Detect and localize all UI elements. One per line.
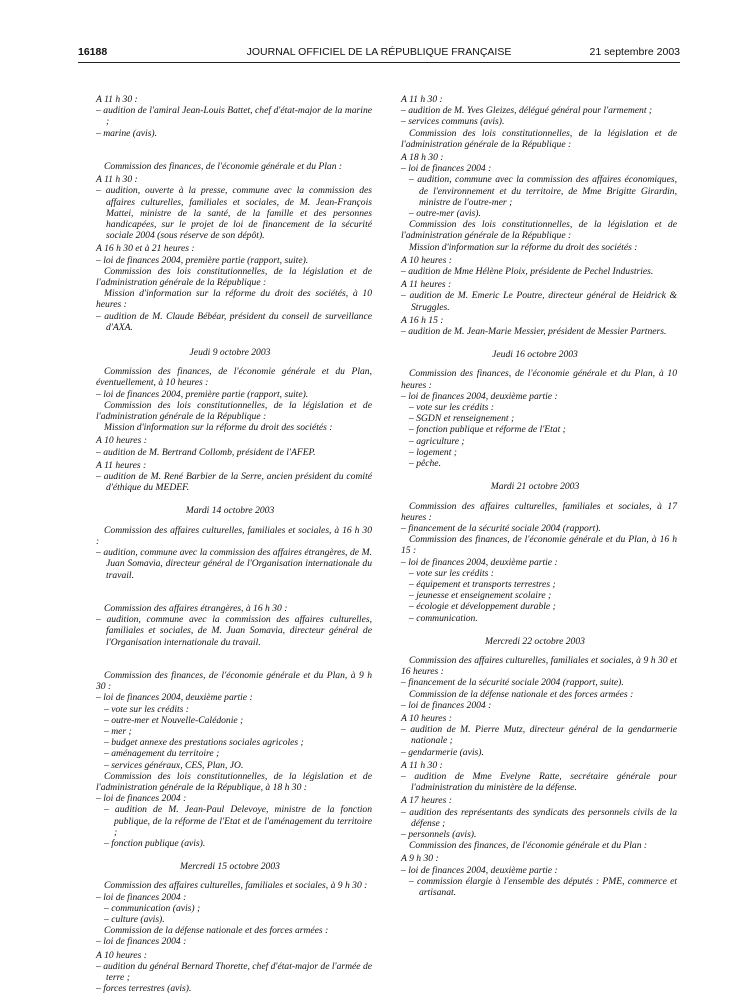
time-heading: A 10 heures : xyxy=(401,712,452,724)
time-heading: A 11 h 30 : xyxy=(96,174,138,186)
agenda-item: – vote sur les crédits : xyxy=(104,703,189,715)
agenda-item: – audition de Mme Hélène Ploix, présidente de Pechel Industries. xyxy=(401,266,654,278)
agenda-item: – audition de M. René Barbier de la Serre, ancien président du comité d'éthique du MEDEF. xyxy=(96,471,372,494)
time-heading: A 18 h 30 : xyxy=(401,152,444,164)
page-number: 16188 xyxy=(78,46,108,58)
left-column xyxy=(88,92,372,994)
commission-heading: Mission d'information sur la réforme du droit des sociétés, à 10 heures : xyxy=(96,288,372,311)
agenda-item: – loi de finances 2004, deuxième partie : xyxy=(401,864,558,876)
agenda-item: – services communs (avis). xyxy=(401,116,505,128)
time-heading: A 11 h 30 : xyxy=(96,94,138,105)
time-heading: A 17 heures : xyxy=(401,795,452,807)
commission-heading: Commission de la défense nationale et des forces armées : xyxy=(104,925,329,937)
agenda-item: – loi de finances 2004, première partie (rapport, suite). xyxy=(96,388,309,400)
agenda-item: – loi de finances 2004 : xyxy=(96,936,187,948)
agenda-item: – audition de l'amiral Jean-Louis Battet, chef d'état-major de la marine ; xyxy=(96,105,372,128)
agenda-item: – loi de finances 2004, deuxième partie : xyxy=(401,556,558,568)
agenda-item: – loi de finances 2004 : xyxy=(401,163,492,175)
agenda-item: – communication. xyxy=(409,612,478,624)
agenda-item: – audition de M. Pierre Mutz, directeur général de la gendarmerie nationale ; xyxy=(401,724,677,747)
agenda-item: – outre-mer et Nouvelle-Calédonie ; xyxy=(104,714,244,726)
agenda-item: – vote sur les crédits : xyxy=(409,567,494,579)
agenda-item: – loi de finances 2004 : xyxy=(96,891,187,903)
agenda-item: – culture (avis). xyxy=(104,913,165,925)
agenda-item: – commission élargie à l'ensemble des députés : PME, commerce et artisanat. xyxy=(409,875,677,898)
agenda-item: – audition de M. Jean-Paul Delevoye, ministre de la fonction publique, de la réforme de l'Etat et de l'aménagement du territoire ; xyxy=(104,804,372,838)
agenda-item: – audition, commune avec la commission des affaires culturelles, familiales et sociales, de M. Juan Somavia, directeur général de l'Organisation internationale du travail. xyxy=(96,614,372,648)
commission-heading: Commission des finances, de l'économie générale et du Plan, à 10 heures : xyxy=(401,368,677,391)
agenda-item: – audition des représentants des syndicats des personnels civils de la défense ; xyxy=(401,806,677,829)
commission-heading: Commission des lois constitutionnelles, de la législation et de l'administration générale de la République, à 18 h 30 : xyxy=(96,770,372,793)
agenda-item: – audition de M. Bertrand Collomb, président de l'AFEP. xyxy=(96,446,316,458)
agenda-item: – audition, commune avec la commission des affaires économiques, de l'environnement et du territoire, de Mme Brigitte Girardin, ministre de l'outre-mer ; xyxy=(409,174,677,208)
commission-heading: Commission des finances, de l'économie générale et du Plan : xyxy=(104,161,343,172)
time-heading: A 10 heures : xyxy=(96,435,147,447)
spacer xyxy=(88,657,372,660)
agenda-item: – audition de M. Claude Bébéar, président du conseil de surveillance d'AXA. xyxy=(96,310,372,333)
agenda-item: – audition du général Bernard Thorette, chef d'état-major de l'armée de terre ; xyxy=(96,960,372,983)
time-heading: A 10 heures : xyxy=(401,254,452,266)
agenda-item: – financement de la sécurité sociale 2004 (rapport, suite). xyxy=(401,677,624,689)
day-heading: Mardi 14 octobre 2003 xyxy=(185,505,275,517)
journal-title: JOURNAL OFFICIEL DE LA RÉPUBLIQUE FRANÇAISE xyxy=(246,46,512,58)
commission-heading: Commission des lois constitutionnelles, de la législation et de l'administration générale de la République : xyxy=(96,265,372,289)
agenda-item: – audition, commune avec la commission des affaires étrangères, de M. Juan Somavia, directeur général de l'Organisation internationale du travail. xyxy=(96,547,372,581)
issue-date: 21 septembre 2003 xyxy=(589,46,680,58)
commission-heading: Commission des finances, de l'économie générale et du Plan, à 16 h 15 : xyxy=(401,534,677,557)
agenda-item: – vote sur les crédits : xyxy=(409,402,494,414)
day-heading: Jeudi 9 octobre 2003 xyxy=(189,347,271,359)
day-heading: Mardi 21 octobre 2003 xyxy=(490,481,580,493)
time-heading: A 9 h 30 : xyxy=(401,853,439,865)
right-column xyxy=(393,92,677,898)
agenda-item: – aménagement du territoire ; xyxy=(104,748,220,760)
agenda-item: – audition, ouverte à la presse, commune avec la commission des affaires culturelles, familiales et sociales, de M. Jean-François Mattei, ministre de la santé, de la famille et des personnes handicapées, sur le projet de loi de financement de la sécurité sociale 2004 (sous réserve de son dépôt). xyxy=(96,185,372,242)
commission-heading: Commission des finances, de l'économie générale et du Plan : xyxy=(409,840,648,852)
header-rule xyxy=(78,62,680,63)
commission-heading: Commission des affaires culturelles, familiales et sociales, à 17 heures : xyxy=(401,500,677,523)
agenda-item: – fonction publique (avis). xyxy=(104,837,206,849)
commission-heading: Commission des affaires culturelles, familiales et sociales, à 16 h 30 : xyxy=(96,524,372,547)
agenda-item: – financement de la sécurité sociale 2004 (rapport). xyxy=(401,522,601,534)
agenda-item: – SGDN et renseignement ; xyxy=(409,413,515,425)
time-heading: A 11 h 30 : xyxy=(401,94,443,105)
agenda-item: – communication (avis) ; xyxy=(104,902,201,914)
agenda-item: – services généraux, CES, Plan, JO. xyxy=(104,759,244,771)
agenda-item: – loi de finances 2004, première partie (rapport, suite). xyxy=(96,254,309,266)
agenda-item: – loi de finances 2004 : xyxy=(96,793,187,805)
time-heading: A 16 h 15 : xyxy=(401,314,444,326)
agenda-item: – loi de finances 2004, deuxième partie : xyxy=(401,390,558,402)
agenda-item: – personnels (avis). xyxy=(401,828,477,840)
agenda-item: – pêche. xyxy=(409,458,441,470)
agenda-item: – outre-mer (avis). xyxy=(409,208,481,220)
agenda-item: – audition de Mme Evelyne Ratte, secrétaire générale pour l'administration du ministère de la défense. xyxy=(401,770,677,794)
commission-heading: Commission des lois constitutionnelles, de la législation et de l'administration générale de la République : xyxy=(96,399,372,423)
spacer xyxy=(88,148,372,151)
agenda-item: – mer ; xyxy=(104,725,132,737)
agenda-item: – forces terrestres (avis). xyxy=(96,983,192,994)
page-header xyxy=(78,46,680,62)
commission-heading: Commission des affaires étrangères, à 16 h 30 : xyxy=(104,602,288,614)
agenda-item: – logement ; xyxy=(409,446,457,458)
time-heading: A 11 heures : xyxy=(401,279,452,291)
agenda-item: – gendarmerie (avis). xyxy=(401,746,484,758)
day-heading: Mercredi 15 octobre 2003 xyxy=(180,861,280,873)
agenda-item: – marine (avis). xyxy=(96,127,158,139)
agenda-item: – jeunesse et enseignement scolaire ; xyxy=(409,590,552,602)
agenda-item: – loi de finances 2004 : xyxy=(401,699,492,711)
time-heading: A 11 heures : xyxy=(96,459,147,471)
commission-heading: Commission des lois constitutionnelles, de la législation et de l'administration générale de la République : xyxy=(401,127,677,150)
time-heading: A 16 h 30 et à 21 heures : xyxy=(96,243,195,255)
commission-heading: Mission d'information sur la réforme du droit des sociétés : xyxy=(104,422,333,434)
agenda-item: – loi de finances 2004, deuxième partie : xyxy=(96,692,253,704)
agenda-item: – audition de M. Jean-Marie Messier, président de Messier Partners. xyxy=(401,326,667,338)
spacer xyxy=(88,590,372,593)
commission-heading: Commission des affaires culturelles, familiales et sociales, à 9 h 30 : xyxy=(104,880,368,892)
time-heading: A 11 h 30 : xyxy=(401,759,443,771)
agenda-item: – équipement et transports terrestres ; xyxy=(409,578,556,590)
commission-heading: Commission de la défense nationale et des forces armées : xyxy=(409,688,634,700)
agenda-item: – écologie et développement durable ; xyxy=(409,601,556,613)
agenda-item: – audition de M. Yves Gleizes, délégué général pour l'armement ; xyxy=(401,105,653,117)
commission-heading: Commission des lois constitutionnelles, de la législation et de l'administration générale de la République : xyxy=(401,219,677,242)
commission-heading: Commission des finances, de l'économie générale et du Plan, à 9 h 30 : xyxy=(96,669,372,693)
time-heading: A 10 heures : xyxy=(96,949,147,961)
day-heading: Mercredi 22 octobre 2003 xyxy=(485,635,585,647)
agenda-item: – budget annexe des prestations sociales agricoles ; xyxy=(104,737,304,749)
agenda-item: – agriculture ; xyxy=(409,435,465,447)
agenda-item: – fonction publique et réforme de l'Etat ; xyxy=(409,424,566,436)
commission-heading: Mission d'information sur la réforme du droit des sociétés : xyxy=(409,241,638,253)
agenda-item: – audition de M. Emeric Le Poutre, directeur général de Heidrick & Struggles. xyxy=(401,290,677,313)
day-heading: Jeudi 16 octobre 2003 xyxy=(492,349,578,361)
commission-heading: Commission des finances, de l'économie générale et du Plan, éventuellement, à 10 heures : xyxy=(96,366,372,389)
commission-heading: Commission des affaires culturelles, familiales et sociales, à 9 h 30 et 16 heures : xyxy=(401,654,677,678)
